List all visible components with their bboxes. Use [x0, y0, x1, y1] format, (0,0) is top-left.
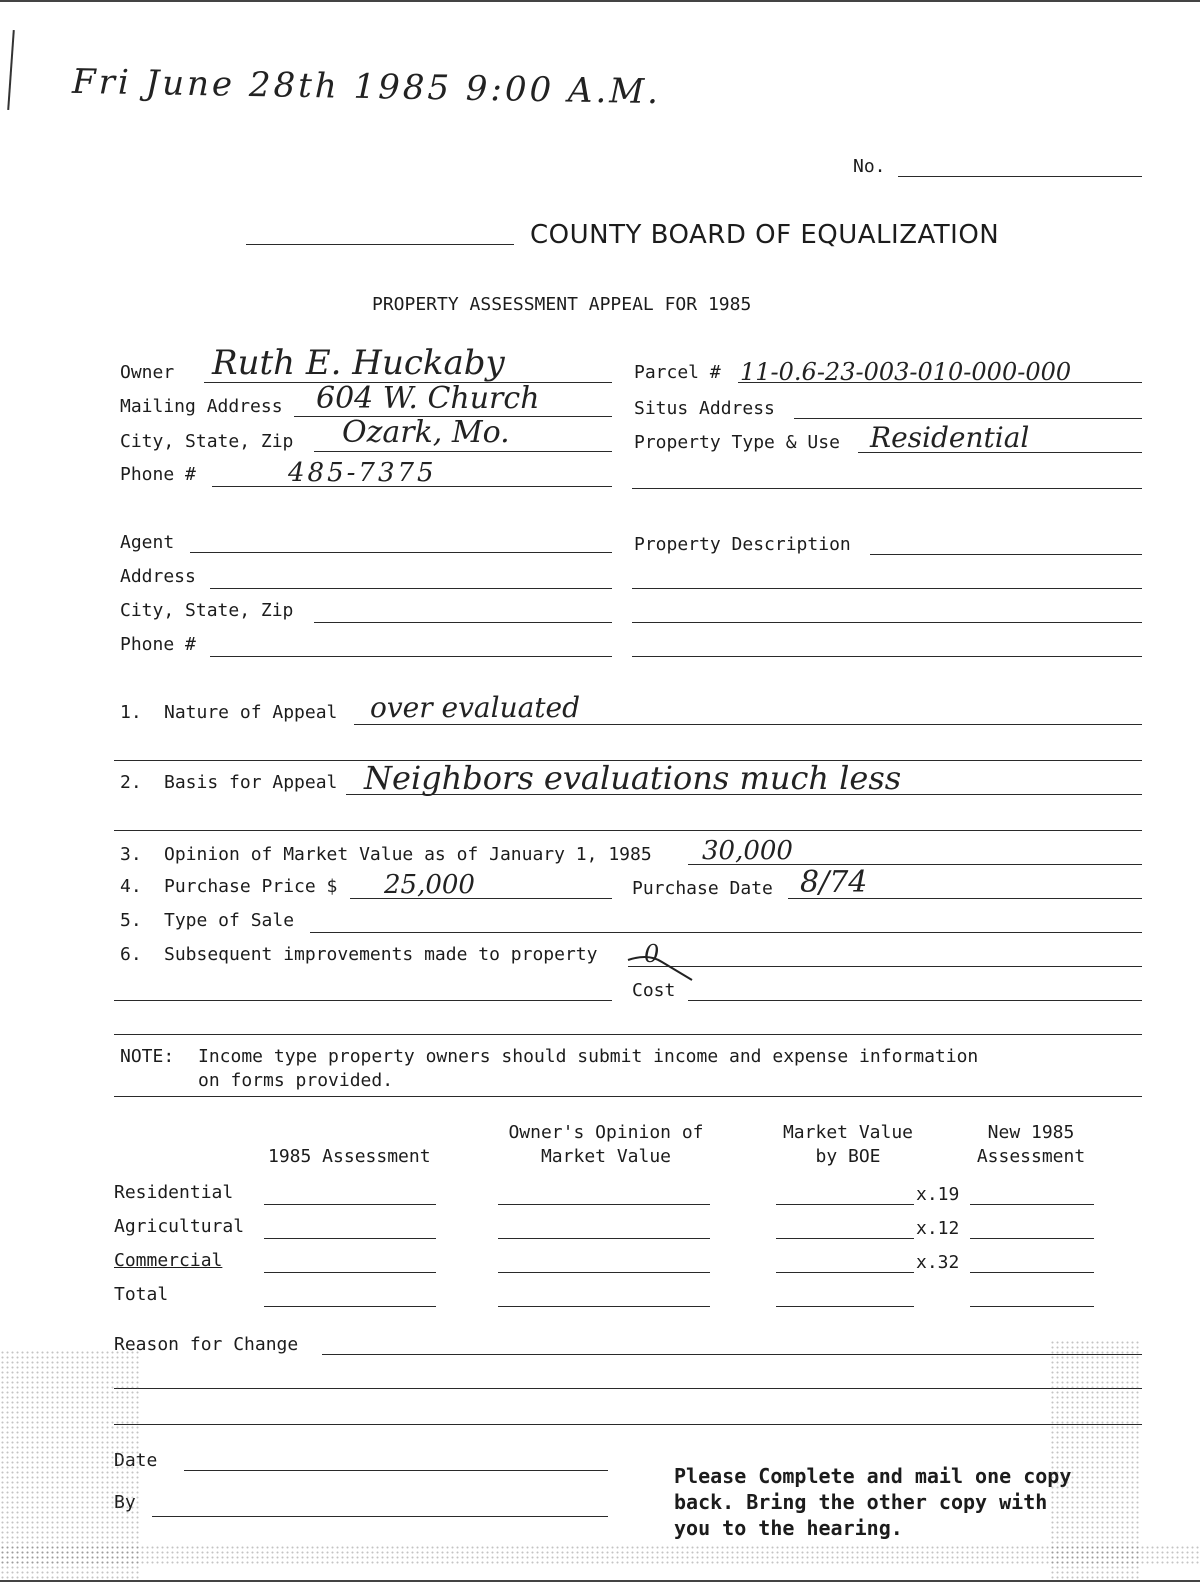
note-label: NOTE:	[120, 1046, 175, 1067]
reason-for-change-label: Reason for Change	[114, 1334, 299, 1355]
item-4-number: 4.	[120, 876, 142, 897]
note-text-line-1: Income type property owners should submit income and expense information	[198, 1046, 979, 1067]
col-1985-assessment: 1985 Assessment	[268, 1146, 431, 1167]
residential-multiplier: x.19	[916, 1184, 960, 1205]
basis-for-appeal-value: Neighbors evaluations much less	[364, 759, 902, 797]
instructions-line-2: back. Bring the other copy with	[674, 1490, 1048, 1514]
item-3-number: 3.	[120, 844, 142, 865]
commercial-multiplier: x.32	[916, 1252, 960, 1273]
county-name-field[interactable]	[246, 244, 514, 245]
property-description-line-2[interactable]	[632, 588, 1142, 589]
mailing-address-label: Mailing Address	[120, 396, 283, 417]
item-1-number: 1.	[120, 702, 142, 723]
property-type-label: Property Type & Use	[634, 432, 840, 453]
purchase-date-label: Purchase Date	[632, 878, 773, 899]
agent-label: Agent	[120, 532, 175, 553]
residential-boe-field[interactable]	[776, 1204, 914, 1205]
purchase-date-value: 8/74	[800, 865, 868, 900]
date-field[interactable]	[184, 1470, 608, 1471]
scan-bottom-edge	[0, 1580, 1200, 1582]
agent-address-field[interactable]	[210, 588, 612, 589]
nature-of-appeal-label: Nature of Appeal	[164, 702, 338, 723]
property-type-field-extra[interactable]	[632, 488, 1142, 489]
cost-label: Cost	[632, 980, 676, 1001]
basis-for-appeal-line-2[interactable]	[114, 830, 1142, 831]
basis-for-appeal-label: Basis for Appeal	[164, 772, 338, 793]
col-market-value-boe-line-1: Market Value	[782, 1122, 914, 1143]
handwritten-date-header: Fri June 28th 1985 9:00 A.M.	[71, 61, 662, 113]
number-label: No.	[853, 156, 886, 177]
commercial-assessment-field[interactable]	[264, 1272, 436, 1273]
agent-field[interactable]	[190, 552, 612, 553]
item-6-number: 6.	[120, 944, 142, 965]
owner-label: Owner	[120, 362, 175, 383]
item-5-number: 5.	[120, 910, 142, 931]
type-of-sale-label: Type of Sale	[164, 910, 295, 931]
residential-new-assessment-field[interactable]	[970, 1204, 1094, 1205]
total-assessment-field[interactable]	[264, 1306, 436, 1307]
improvements-field[interactable]	[628, 966, 1142, 967]
reason-for-change-line-2[interactable]	[114, 1388, 1142, 1389]
row-agricultural-label: Agricultural	[114, 1216, 245, 1237]
residential-owner-opinion-field[interactable]	[498, 1204, 710, 1205]
number-field[interactable]	[898, 176, 1142, 177]
improvements-line-2[interactable]	[114, 1000, 612, 1001]
row-residential-label: Residential	[114, 1182, 234, 1203]
agricultural-new-assessment-field[interactable]	[970, 1238, 1094, 1239]
improvements-value: 0	[644, 940, 660, 968]
purchase-price-label: Purchase Price $	[164, 876, 338, 897]
total-boe-field[interactable]	[776, 1306, 914, 1307]
col-owner-opinion-line-1: Owner's Opinion of	[508, 1122, 704, 1143]
property-description-field[interactable]	[870, 554, 1142, 555]
agent-city-field[interactable]	[314, 622, 612, 623]
col-owner-opinion-line-2: Market Value	[540, 1146, 672, 1167]
commercial-boe-field[interactable]	[776, 1272, 914, 1273]
nature-of-appeal-value: over evaluated	[370, 691, 581, 724]
reason-for-change-line-3[interactable]	[114, 1424, 1142, 1425]
item-2-number: 2.	[120, 772, 142, 793]
instructions-line-3: you to the hearing.	[674, 1516, 903, 1540]
commercial-new-assessment-field[interactable]	[970, 1272, 1094, 1273]
row-total-label: Total	[114, 1284, 169, 1305]
improvements-label: Subsequent improvements made to property	[164, 944, 598, 965]
row-commercial-label: Commercial	[114, 1250, 223, 1271]
property-description-line-3[interactable]	[632, 622, 1142, 623]
note-divider	[114, 1096, 1142, 1097]
owner-city-value: Ozark, Mo.	[342, 415, 510, 450]
situs-address-field[interactable]	[794, 418, 1142, 419]
reason-for-change-field[interactable]	[322, 1354, 1142, 1355]
property-description-label: Property Description	[634, 534, 851, 555]
note-text-line-2: on forms provided.	[198, 1070, 394, 1091]
commercial-owner-opinion-field[interactable]	[498, 1272, 710, 1273]
owner-phone-value: 485-7375	[288, 458, 437, 488]
owner-phone-label: Phone #	[120, 464, 196, 485]
scan-noise-right	[1050, 1340, 1140, 1580]
agent-address-label: Address	[120, 566, 196, 587]
agricultural-owner-opinion-field[interactable]	[498, 1238, 710, 1239]
total-owner-opinion-field[interactable]	[498, 1306, 710, 1307]
col-new-assessment-line-1: New 1985	[987, 1122, 1075, 1143]
property-description-line-4[interactable]	[632, 656, 1142, 657]
mailing-address-value: 604 W. Church	[316, 381, 540, 416]
owner-value: Ruth E. Huckaby	[212, 343, 505, 383]
by-field[interactable]	[152, 1516, 608, 1517]
instructions-line-1: Please Complete and mail one copy	[674, 1464, 1072, 1488]
total-new-assessment-field[interactable]	[970, 1306, 1094, 1307]
scan-noise-bottom	[0, 1545, 1200, 1565]
agricultural-boe-field[interactable]	[776, 1238, 914, 1239]
scan-top-edge	[0, 0, 1200, 2]
property-type-value: Residential	[870, 421, 1030, 454]
agricultural-multiplier: x.12	[916, 1218, 960, 1239]
date-label: Date	[114, 1450, 158, 1471]
market-value-opinion-label: Opinion of Market Value as of January 1, 1985	[164, 844, 652, 865]
agricultural-assessment-field[interactable]	[264, 1238, 436, 1239]
agent-city-label: City, State, Zip	[120, 600, 294, 621]
scan-left-mark	[7, 30, 15, 110]
form-subtitle: PROPERTY ASSESSMENT APPEAL FOR 1985	[372, 294, 752, 315]
agent-phone-field[interactable]	[210, 656, 612, 657]
nature-of-appeal-field[interactable]	[354, 724, 1142, 725]
owner-city-label: City, State, Zip	[120, 431, 294, 452]
residential-assessment-field[interactable]	[264, 1204, 436, 1205]
parcel-value: 11-0.6-23-003-010-000-000	[740, 358, 1072, 386]
purchase-price-value: 25,000	[384, 870, 475, 900]
situs-address-label: Situs Address	[634, 398, 775, 419]
parcel-label: Parcel #	[634, 362, 721, 383]
cost-field[interactable]	[688, 1000, 1142, 1001]
type-of-sale-field[interactable]	[310, 932, 1142, 933]
agent-phone-label: Phone #	[120, 634, 196, 655]
owner-city-field[interactable]	[314, 451, 612, 452]
by-label: By	[114, 1492, 136, 1513]
col-new-assessment-line-2: Assessment	[976, 1146, 1086, 1167]
improvements-line-3[interactable]	[114, 1034, 1142, 1035]
market-value-opinion-value: 30,000	[702, 836, 793, 866]
col-market-value-boe-line-2: by BOE	[815, 1146, 881, 1167]
page-title: COUNTY BOARD OF EQUALIZATION	[530, 220, 1000, 250]
